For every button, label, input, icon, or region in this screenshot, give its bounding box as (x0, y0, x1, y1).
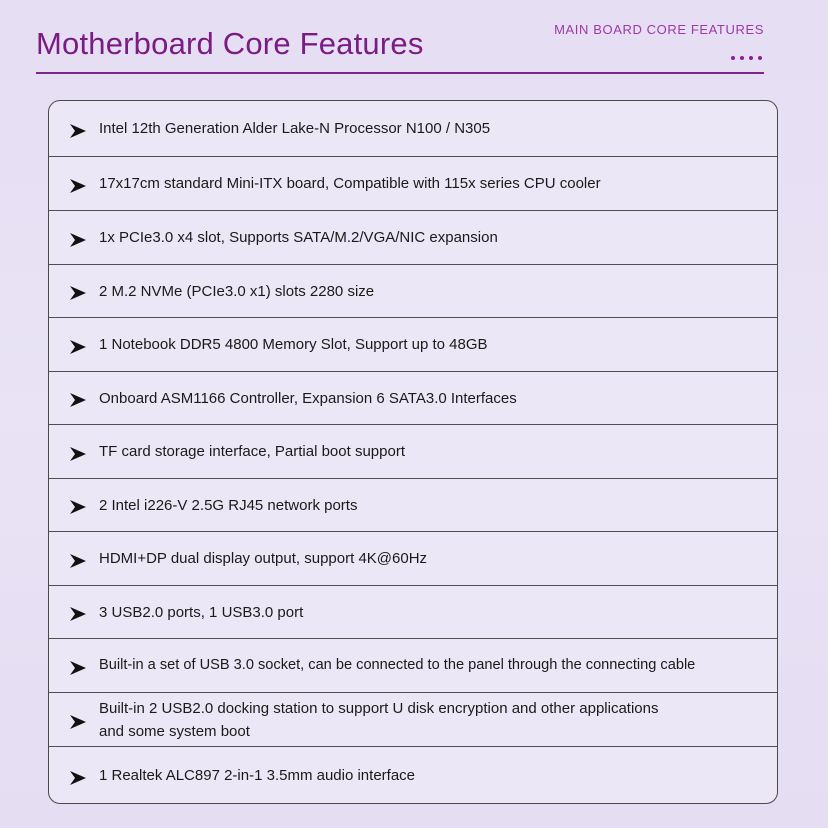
feature-text: 2 M.2 NVMe (PCIe3.0 x1) slots 2280 size (99, 282, 375, 300)
feature-row (49, 157, 777, 211)
arrow-bullet-icon (69, 122, 87, 140)
feature-row (49, 101, 777, 157)
page-subtitle: MAIN BOARD CORE FEATURES (554, 22, 764, 37)
feature-row (49, 265, 777, 318)
feature-text: 2 Intel i226-V 2.5G RJ45 network ports (99, 496, 358, 514)
feature-text: Onboard ASM1166 Controller, Expansion 6 SATA3.0 Interfaces (99, 389, 517, 407)
feature-text: Built-in a set of USB 3.0 socket, can be connected to the panel through the connecting cable (99, 657, 696, 673)
feature-text: 1 Notebook DDR5 4800 Memory Slot, Support up to 48GB (99, 336, 488, 353)
decorative-dots (731, 56, 762, 60)
arrow-bullet-icon (69, 338, 87, 356)
arrow-bullet-icon (69, 284, 87, 302)
feature-text: Built-in 2 USB2.0 docking station to support U disk encryption and other applications and some system boot (99, 699, 659, 740)
feature-row (49, 639, 777, 693)
feature-row (49, 479, 777, 532)
feature-row (49, 425, 777, 479)
feature-text: HDMI+DP dual display output, support 4K@60Hz (99, 550, 428, 567)
arrow-bullet-icon (69, 552, 87, 570)
page-title: Motherboard Core Features (36, 26, 424, 61)
feature-row (49, 586, 777, 639)
feature-text: Intel 12th Generation Alder Lake-N Processor N100 / N305 (99, 120, 491, 137)
feature-text: 1x PCIe3.0 x4 slot, Supports SATA/M.2/VGA/NIC expansion (99, 229, 498, 246)
feature-row (49, 693, 777, 747)
features-list (48, 100, 778, 804)
arrow-bullet-icon (69, 391, 87, 409)
arrow-bullet-icon (69, 605, 87, 623)
arrow-bullet-icon (69, 177, 87, 195)
feature-row (49, 747, 777, 804)
arrow-bullet-icon (69, 231, 87, 249)
feature-row (49, 318, 777, 372)
arrow-bullet-icon (69, 769, 87, 787)
feature-row (49, 211, 777, 265)
feature-text: TF card storage interface, Partial boot support (99, 443, 405, 460)
arrow-bullet-icon (69, 713, 87, 731)
arrow-bullet-icon (69, 498, 87, 516)
arrow-bullet-icon (69, 445, 87, 463)
feature-row (49, 372, 777, 425)
feature-text: 1 Realtek ALC897 2-in-1 3.5mm audio interface (99, 767, 416, 784)
feature-text: 17x17cm standard Mini-ITX board, Compatible with 115x series CPU cooler (99, 175, 601, 192)
feature-row (49, 532, 777, 586)
feature-text: 3 USB2.0 ports, 1 USB3.0 port (99, 603, 304, 621)
arrow-bullet-icon (69, 659, 87, 677)
title-divider (36, 72, 764, 74)
